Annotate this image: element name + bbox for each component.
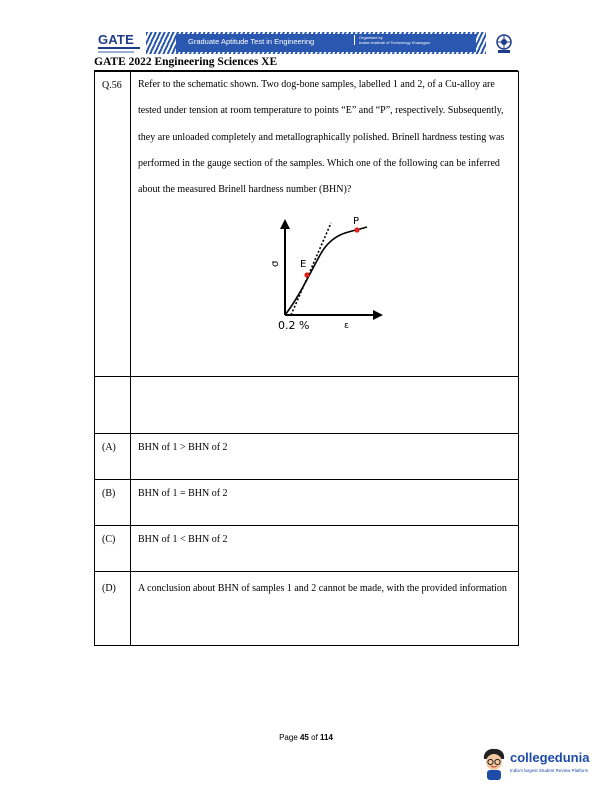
option-label: (A) — [95, 434, 131, 480]
point-e-marker — [304, 273, 309, 278]
page-number — [0, 733, 612, 742]
collegedunia-logo — [480, 747, 600, 783]
header-banner — [146, 32, 486, 54]
page-current: 45 — [299, 733, 309, 742]
question-number: Q.56 — [95, 72, 131, 377]
student-mascot-icon — [480, 747, 508, 781]
option-label: (B) — [95, 480, 131, 526]
offset-label: 0.2 % — [278, 319, 310, 333]
y-axis-label: σ — [270, 261, 281, 268]
organizer-line2: Indian Institute of Technology Kharagpur — [359, 40, 431, 45]
question-cell — [131, 72, 519, 377]
logo-underline — [98, 47, 140, 49]
point-e-label: E — [300, 259, 307, 271]
brand-tagline: India's largest Student Review Platform — [510, 768, 589, 773]
offset-line — [291, 223, 331, 315]
stress-strain-curve — [285, 227, 367, 315]
organizer-text — [354, 35, 431, 45]
option-text: BHN of 1 = BHN of 2 — [131, 480, 519, 526]
point-p-label: P — [353, 216, 360, 228]
banner-inner — [176, 34, 476, 52]
gate-logo-text: GATE — [98, 32, 134, 47]
blank-cell-left — [95, 377, 131, 434]
point-p-marker — [354, 228, 359, 233]
exam-title: GATE 2022 Engineering Sciences XE — [94, 56, 278, 68]
option-row — [95, 572, 519, 646]
question-row — [95, 72, 519, 377]
brand-name: collegedunia — [510, 750, 590, 765]
y-axis-arrow — [280, 219, 290, 229]
option-row — [95, 434, 519, 480]
stress-strain-figure — [269, 215, 389, 335]
option-text: A conclusion about BHN of samples 1 and 2 cannot be made, with the provided information — [131, 572, 519, 646]
option-text: BHN of 1 < BHN of 2 — [131, 526, 519, 572]
question-table — [94, 71, 519, 646]
banner-title: Graduate Aptitude Test in Engineering — [188, 37, 315, 46]
page-prefix: Page — [279, 733, 300, 742]
logo-underline-light — [98, 51, 134, 53]
page-of: of — [308, 733, 321, 742]
organizer-line1: Organised by — [359, 35, 383, 40]
page-total: 114 — [320, 733, 333, 742]
option-text: BHN of 1 > BHN of 2 — [131, 434, 519, 480]
question-text: Refer to the schematic shown. Two dog-bone samples, labelled 1 and 2, of a Cu-alloy are tested under tension at room temperature to points “E” and “P”, respectively. Subsequently, they are unloaded completely and metallographically polished. Brinell hardness testing was performed in the gauge section of the samples. Which one of the following can be inferred about the measured Brinell hardness number (BHN)? — [138, 79, 505, 196]
option-label: (C) — [95, 526, 131, 572]
iit-emblem-icon — [494, 33, 514, 55]
blank-row — [95, 377, 519, 434]
option-row — [95, 480, 519, 526]
x-axis-label: ε — [344, 321, 349, 332]
option-label: (D) — [95, 572, 131, 646]
x-axis-arrow — [373, 310, 383, 320]
option-row — [95, 526, 519, 572]
blank-cell-right — [131, 377, 519, 434]
